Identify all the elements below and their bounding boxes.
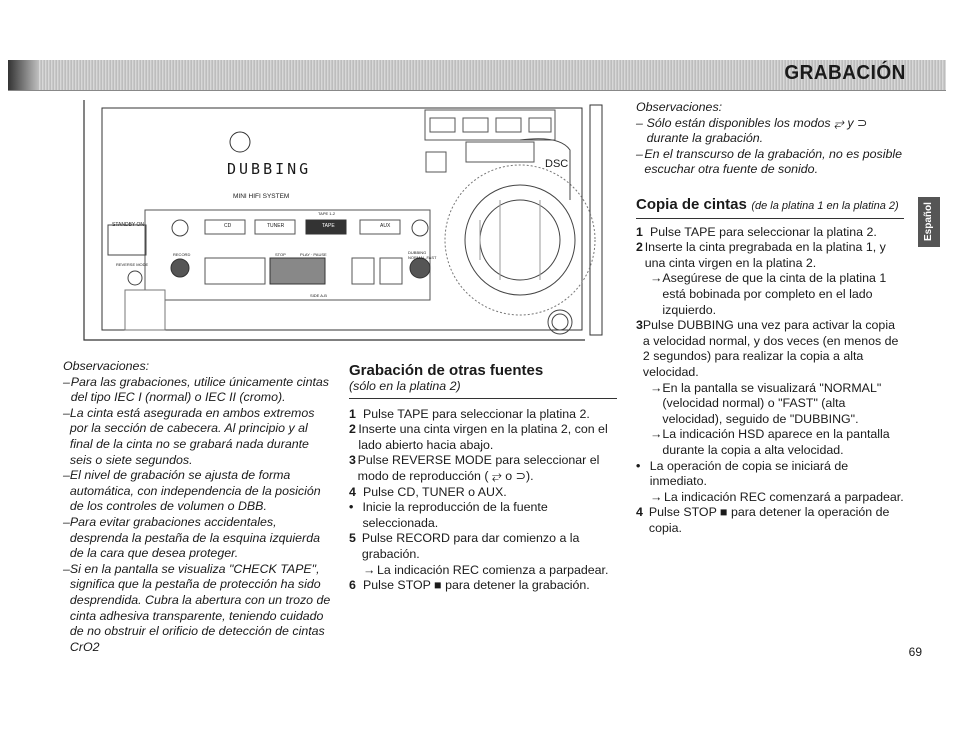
stop-label: STOP	[275, 252, 286, 257]
right-notes-heading: Observaciones:	[636, 100, 723, 114]
copy-step-3-note-b: La indicación HSD aparece en la pantalla durante la copia a alta velocidad.	[662, 427, 890, 457]
tape-label: TAPE 1-2	[318, 211, 336, 216]
right-notes: Observaciones: – Sólo están disponibles los modos ⥂ y ⊃ durante la grabación. – En el transcurso de la grabación, no es posible escuchar otra fuente de sonido.	[636, 100, 906, 178]
play-pause-label: PLAY · PAUSE	[300, 252, 327, 257]
other-step-2: Inserte una cinta virgen en la platina 2, con el lado abierto hacia abajo.	[358, 422, 608, 452]
left-notes-heading: Observaciones:	[63, 359, 150, 373]
copy-tapes-subtitle: (de la platina 1 en la platina 2)	[751, 200, 899, 212]
copy-step-3-note-a: En la pantalla se visualizará "NORMAL" (velocidad normal) o "FAST" (alta velocidad), seguido de "DUBBING".	[662, 380, 882, 426]
other-step-arrow: La indicación REC comienza a parpadear.	[377, 562, 609, 577]
copy-step-1: Pulse TAPE para seleccionar la platina 2.	[650, 224, 877, 239]
copy-tapes-title: Copia de cintas	[636, 196, 747, 213]
other-sources-subtitle: (sólo en la platina 2)	[349, 379, 461, 393]
tuner-label: TUNER	[267, 223, 285, 229]
left-note-5: Si en la pantalla se visualiza "CHECK TAPE", significa que la pestaña de protección ha sido desprendida. Cubra la abertura con un trozo de cinta adhesiva transparente, teniendo cuidado de no obstruir el orificio de detección de cintas CrO2	[69, 561, 331, 654]
standby-label: STANDBY-ON	[112, 222, 144, 228]
language-tab: Español	[918, 197, 940, 247]
other-step-3: Pulse REVERSE MODE para seleccionar el modo de reproducción ( ⥂ o ⊃).	[357, 453, 600, 483]
record-label: RECORD	[173, 252, 191, 257]
copy-step-bullet-note: La indicación REC comenzará a parpadear.	[664, 489, 904, 504]
other-sources-section: Grabación de otras fuentes (sólo en la platina 2) 1 Pulse TAPE para seleccionar la platina 2. 2 Inserte una cinta virgen en la platina 2, con el lado abierto hacia abajo. 3 Pulse REVERSE MODE para seleccionar el modo de reproducción ( ⥂ o ⊃). 4 Pulse CD, TUNER o AUX. • Inicie la reproducción de la fuente seleccionada. 5 Pulse RECORD para dar comienzo a la grabación. → La indicación REC comienza a parpadear. 6 Pulse STOP ■ para detener la grabación.	[349, 362, 617, 594]
device-display: DUBBING	[227, 160, 312, 178]
reverse-mode-label: REVERSE MODE	[116, 262, 149, 267]
other-step-4: Pulse CD, TUNER o AUX.	[363, 484, 507, 499]
copy-step-bullet: La operación de copia se iniciará de inmediato.	[649, 458, 849, 489]
right-note-2: En el transcurso de la grabación, no es posible escuchar otra fuente de sonido.	[644, 146, 903, 177]
device-illustration	[80, 100, 610, 345]
copy-step-2-note: Asegúrese de que la cinta de la platina 1 está bobinada por completo en el lado izquierdo.	[662, 271, 887, 317]
aux-label: AUX	[380, 223, 391, 229]
cd-label: CD	[224, 223, 232, 229]
other-step-6: Pulse STOP ■ para detener la grabación.	[363, 578, 590, 593]
dsc-label: DSC	[545, 158, 569, 170]
other-step-5: Pulse RECORD para dar comienzo a la grabación.	[361, 531, 580, 561]
copy-step-4: Pulse STOP ■ para detener la operación de copia.	[648, 505, 890, 535]
left-note-3: El nivel de grabación se ajusta de forma automática, con independencia de la posición de los controles de volumen o DBB.	[69, 468, 321, 514]
other-step-bullet: Inicie la reproducción de la fuente seleccionada.	[362, 500, 548, 530]
dubbing-label: DUBBING NORMAL-FAST	[408, 250, 437, 260]
banner-shade	[8, 60, 38, 90]
tape-button-label: TAPE	[322, 223, 335, 229]
right-note-1: Sólo están disponibles los modos ⥂ y ⊃ durante la grabación.	[646, 115, 868, 146]
left-note-2: La cinta está asegurada en ambos extremos por la sección de cabecera. Al principio y al final de la cinta no se grabará nada durante seis o siete segundos.	[69, 405, 315, 467]
left-note-4: Para evitar grabaciones accidentales, desprenda la pestaña de la esquina izquierda de la cara que desea proteger.	[69, 514, 320, 561]
model-label: MINI HIFI SYSTEM	[233, 193, 290, 200]
left-note-1: Para las grabaciones, utilice únicamente cintas del tipo IEC I (normal) o IEC II (cromo).	[70, 374, 329, 405]
copy-step-2: Inserte la cinta pregrabada en la platina 1, y una cinta virgen en la platina 2.	[644, 240, 886, 270]
page-number: 69	[908, 645, 922, 659]
left-notes: Observaciones: – Para las grabaciones, utilice únicamente cintas del tipo IEC I (normal) o IEC II (cromo). – La cinta está asegurada en ambos extremos por la sección de cabecera. Al principio y al final de la cinta no se grabará nada durante seis o siete segundos. – El nivel de grabación se ajusta de forma automática, con independencia de la posición de los controles de volumen o DBB. – Para evitar grabaciones accidentales, desprenda la pestaña de la esquina izquierda de la cara que desea proteger. – Si en la pantalla se visualiza "CHECK TAPE", significa que la pestaña de protección ha sido desprendida. Cubra la abertura con un trozo de cinta adhesiva transparente, teniendo cuidado de no obstruir el orificio de detección de cintas CrO2	[63, 359, 333, 655]
side-label: SIDE A-B	[310, 293, 327, 298]
other-step-1: Pulse TAPE para seleccionar la platina 2.	[363, 406, 590, 421]
copy-step-3: Pulse DUBBING una vez para activar la copia a velocidad normal, y dos veces (en menos de 2 segundos) para realizar la copia a alta velocidad.	[642, 318, 899, 379]
page-title: GRABACIÓN	[784, 62, 906, 84]
copy-tapes-section: Copia de cintas (de la platina 1 en la platina 2) 1 Pulse TAPE para seleccionar la platina 2. 2 Inserte la cinta pregrabada en la platina 1, y una cinta virgen en la platina 2. → Asegúrese de que la cinta de la platina 1 está bobinada por completo en el lado izquierdo. 3 Pulse DUBBING una vez para activar la copia a velocidad normal, y dos veces (en menos de 2 segundos) para realizar la copia a alta velocidad. → En la pantalla se visualizará "NORMAL" (velocidad normal) o "FAST" (alta velocidad), seguido de "DUBBING". → La indicación HSD aparece en la pantalla durante la copia a alta velocidad. • La operación de copia se iniciará de inmediato. → La indicación REC comenzará a parpadear. 4 Pulse STOP ■ para detener la operación de copia.	[636, 196, 904, 535]
other-sources-title: Grabación de otras fuentes	[349, 362, 544, 379]
